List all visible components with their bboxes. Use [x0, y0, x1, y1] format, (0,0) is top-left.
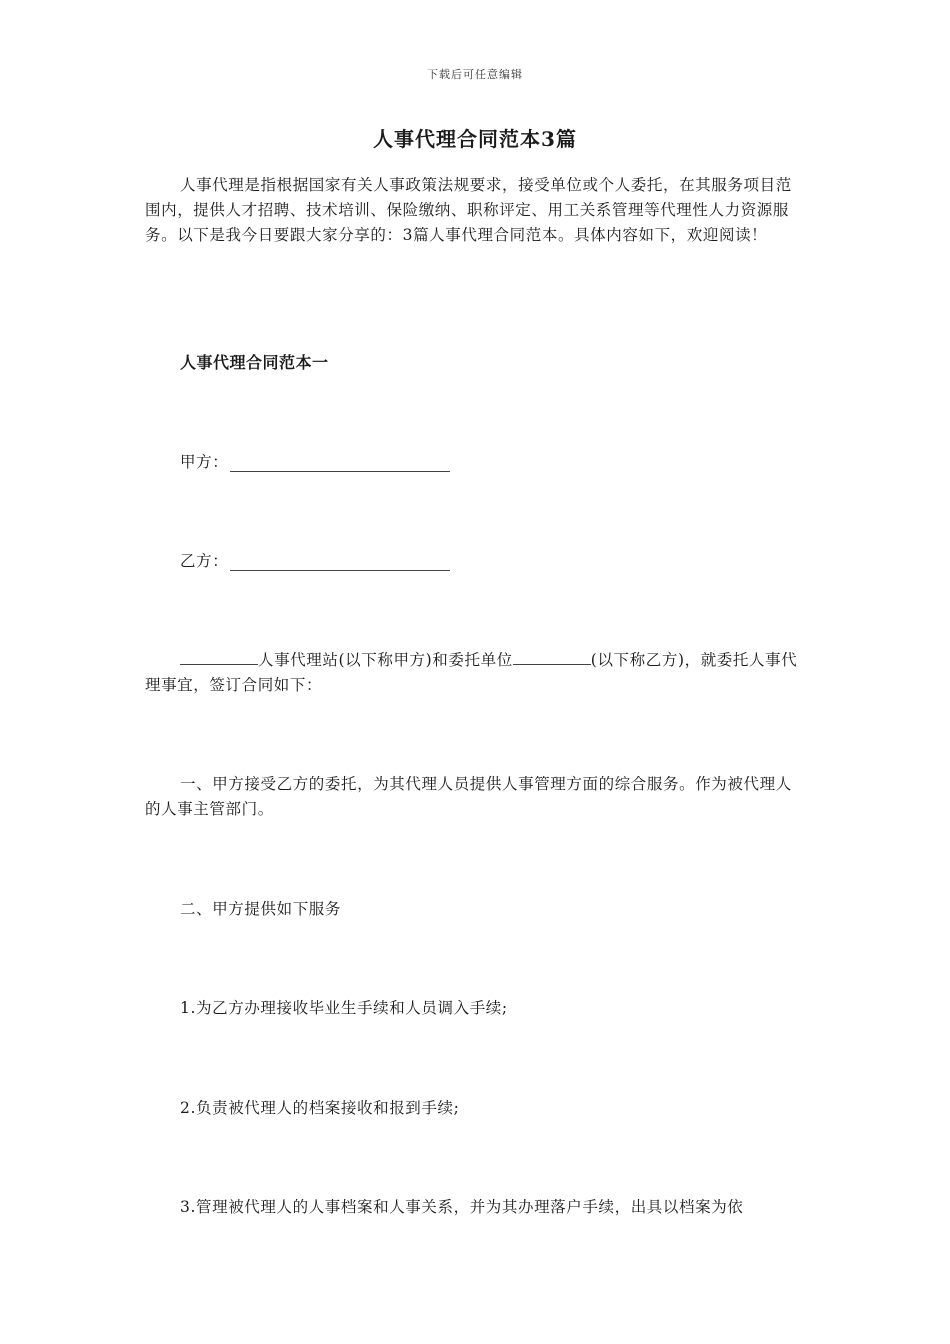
party-b-blank — [230, 554, 450, 571]
party-a-label: 甲方： — [180, 453, 229, 471]
clause-2: 二、甲方提供如下服务 — [180, 900, 342, 918]
list-item-3: 3.管理被代理人的人事档案和人事关系，并为其办理落户手续，出具以档案为依 — [180, 1198, 744, 1216]
document-title: 人事代理合同范本3篇 — [373, 127, 577, 151]
agency-blank — [180, 649, 258, 665]
preamble-text-2: (以下称乙方)，就委托人事代理事宜，签订合同如下： — [145, 651, 798, 694]
section-heading: 人事代理合同范本一 — [180, 353, 329, 372]
clause-1: 一、甲方接受乙方的委托，为其代理人员提供人事管理方面的综合服务。作为被代理人的人事主管部门。 — [145, 775, 792, 818]
party-a-line — [180, 450, 450, 472]
list-item-1: 1.为乙方办理接收毕业生手续和人员调入手续; — [180, 999, 508, 1017]
list-item-2: 2.负责被代理人的档案接收和报到手续; — [180, 1099, 460, 1117]
intro-paragraph: 人事代理是指根据国家有关人事政策法规要求，接受单位或个人委托，在其服务项目范围内，提供人才招聘、技术培训、保险缴纳、职称评定、用工关系管理等代理性人力资源服务。以下是我今日要跟大家分享的：3篇人事代理合同范本。具体内容如下，欢迎阅读！ — [145, 176, 792, 244]
preamble-paragraph — [145, 648, 805, 698]
party-a-blank — [230, 455, 450, 472]
party-b-line — [180, 549, 450, 571]
header-note: 下载后可任意编辑 — [427, 68, 523, 81]
client-blank — [513, 649, 591, 665]
party-b-label: 乙方： — [180, 552, 229, 570]
preamble-text-1: 人事代理站(以下称甲方)和委托单位 — [258, 651, 513, 669]
